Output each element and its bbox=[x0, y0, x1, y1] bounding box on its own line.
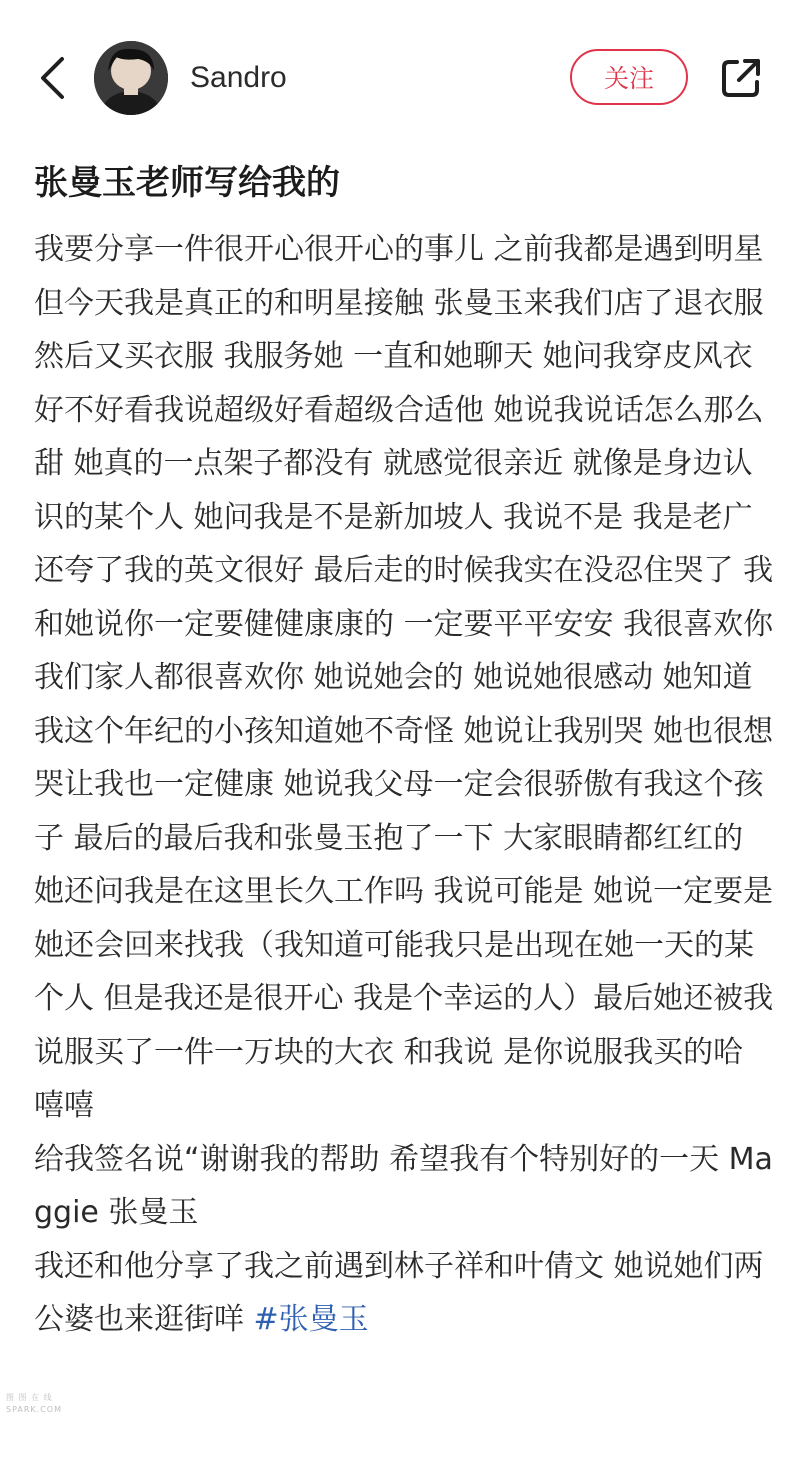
post-paragraph-3-text: 我还和他分享了我之前遇到林子祥和叶倩文 她说她们两公婆也来逛街咩 bbox=[34, 1248, 764, 1337]
post-title: 张曼玉老师写给我的 bbox=[34, 163, 340, 203]
avatar[interactable] bbox=[94, 41, 168, 115]
hashtag-link[interactable]: #张曼玉 bbox=[253, 1302, 369, 1337]
follow-button[interactable]: 关注 bbox=[570, 49, 688, 105]
post-paragraph-2: 给我签名说“谢谢我的帮助 希望我有个特别好的一天 Maggie 张曼玉 bbox=[34, 1141, 773, 1230]
share-button[interactable] bbox=[716, 53, 766, 103]
username[interactable]: Sandro bbox=[190, 61, 287, 94]
watermark-line-2: SPARK.COM bbox=[6, 1405, 62, 1414]
watermark bbox=[6, 1392, 76, 1420]
post-paragraph-3 bbox=[34, 1240, 774, 1347]
post-header bbox=[0, 0, 800, 155]
back-button[interactable] bbox=[32, 52, 72, 104]
watermark-line-1: 图 图 在 线 bbox=[6, 1393, 53, 1402]
post-body bbox=[34, 223, 774, 1347]
share-external-icon bbox=[719, 56, 763, 100]
post-paragraph-1: 我要分享一件很开心很开心的事儿 之前我都是遇到明星但今天我是真正的和明星接触 张曼玉来我们店了退衣服 然后又买衣服 我服务她 一直和她聊天 她问我穿皮风衣好不好看我说超级好看超级合适他 她说我说话怎么那么甜 她真的一点架子都没有 就感觉很亲近 就像是身边认识的某个人 她问我是不是新加坡人 我说不是 我是老广 还夸了我的英文很好 最后走的时候我实在没忍住哭了 我和她说你一定要健健康康的 一定要平平安安 我很喜欢你我们家人都很喜欢你 她说她会的 她说她很感动 她知道我这个年纪的小孩知道她不奇怪 她说让我别哭 她也很想哭让我也一定健康 她说我父母一定会很骄傲有我这个孩子 最后的最后我和张曼玉抱了一下 大家眼睛都红红的 她还问我是在这里长久工作吗 我说可能是 她说一定要是 她还会回来找我（我知道可能我只是出现在她一天的某个人 但是我还是很开心 我是个幸运的人）最后她还被我说服买了一件一万块的大衣 和我说 是你说服我买的哈 嘻嘻 bbox=[34, 232, 774, 1123]
avatar-image bbox=[94, 41, 168, 115]
chevron-left-icon bbox=[38, 56, 66, 100]
